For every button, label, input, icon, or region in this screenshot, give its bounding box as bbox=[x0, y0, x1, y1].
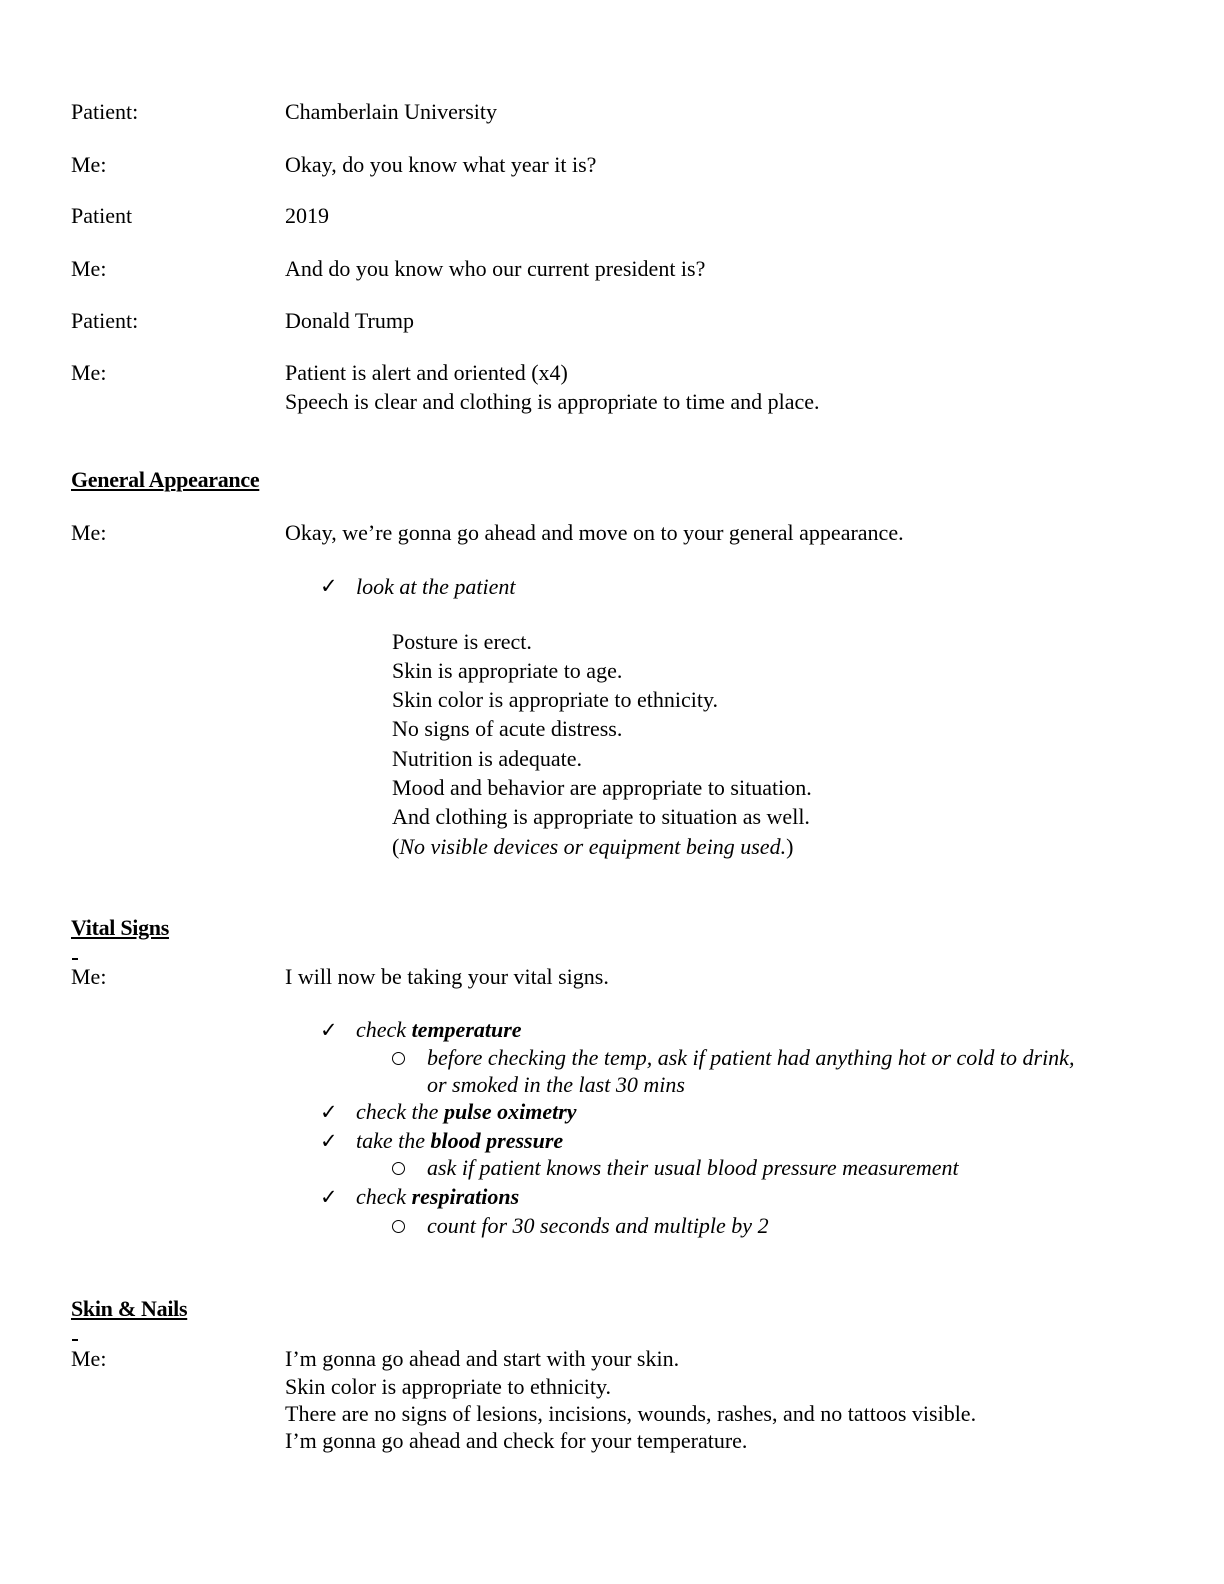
sub-item: ask if patient knows their usual blood pressure measurement bbox=[427, 1155, 959, 1180]
checkmark-icon: ✓ bbox=[320, 1100, 338, 1124]
dialogue-text: Patient is alert and oriented (x4) bbox=[285, 360, 568, 385]
check-item: check the pulse oximetry bbox=[356, 1099, 577, 1124]
speaker-label: Me: bbox=[71, 520, 107, 545]
dialogue-text: I will now be taking your vital signs. bbox=[285, 964, 609, 989]
speaker-label: Patient: bbox=[71, 308, 139, 333]
section-heading-vital-signs: Vital Signs bbox=[71, 915, 169, 940]
stray-mark bbox=[72, 958, 78, 960]
dialogue-text: I’m gonna go ahead and check for your temperature. bbox=[285, 1428, 748, 1453]
checkmark-icon: ✓ bbox=[320, 1018, 338, 1042]
section-heading-skin-nails: Skin & Nails bbox=[71, 1296, 188, 1321]
speaker-label: Me: bbox=[71, 1346, 107, 1371]
observation-line: Skin color is appropriate to ethnicity. bbox=[392, 687, 719, 712]
bullet-circle-icon bbox=[392, 1162, 405, 1175]
dialogue-text: Donald Trump bbox=[285, 308, 414, 333]
dialogue-text: Chamberlain University bbox=[285, 99, 498, 124]
dialogue-text: Okay, do you know what year it is? bbox=[285, 152, 597, 177]
speaker-label: Me: bbox=[71, 152, 107, 177]
dialogue-text: Speech is clear and clothing is appropriate to time and place. bbox=[285, 389, 820, 414]
sub-item-continued: or smoked in the last 30 mins bbox=[427, 1072, 685, 1097]
dialogue-text: 2019 bbox=[285, 203, 329, 228]
dialogue-text: Okay, we’re gonna go ahead and move on to your general appearance. bbox=[285, 520, 904, 545]
observation-line: And clothing is appropriate to situation as well. bbox=[392, 804, 810, 829]
dialogue-text: Skin color is appropriate to ethnicity. bbox=[285, 1374, 612, 1399]
note-paren-open: ( bbox=[392, 834, 400, 859]
observation-note bbox=[392, 832, 793, 861]
check-item: look at the patient bbox=[356, 574, 516, 599]
dialogue-text: There are no signs of lesions, incisions, wounds, rashes, and no tattoos visible. bbox=[285, 1401, 977, 1426]
checkmark-icon: ✓ bbox=[320, 1185, 338, 1209]
check-item: check respirations bbox=[356, 1184, 520, 1209]
sub-item: before checking the temp, ask if patient had anything hot or cold to drink, bbox=[427, 1045, 1075, 1070]
note-text: No visible devices or equipment being used. bbox=[399, 834, 787, 859]
stray-mark bbox=[72, 1339, 78, 1341]
dialogue-text: And do you know who our current president is? bbox=[285, 256, 706, 281]
observation-line: Mood and behavior are appropriate to situation. bbox=[392, 775, 812, 800]
dialogue-text: I’m gonna go ahead and start with your skin. bbox=[285, 1346, 680, 1371]
note-paren-close: ) bbox=[786, 834, 794, 859]
checkmark-icon: ✓ bbox=[320, 1129, 338, 1153]
check-item: check temperature bbox=[356, 1017, 522, 1042]
speaker-label: Patient bbox=[71, 203, 133, 228]
observation-line: Skin is appropriate to age. bbox=[392, 658, 623, 683]
speaker-label: Patient: bbox=[71, 99, 139, 124]
bullet-circle-icon bbox=[392, 1220, 405, 1233]
speaker-label: Me: bbox=[71, 256, 107, 281]
check-item: take the blood pressure bbox=[356, 1128, 564, 1153]
observation-line: Nutrition is adequate. bbox=[392, 746, 583, 771]
bullet-circle-icon bbox=[392, 1052, 405, 1065]
speaker-label: Me: bbox=[71, 964, 107, 989]
speaker-label: Me: bbox=[71, 360, 107, 385]
section-heading-general-appearance: General Appearance bbox=[71, 467, 260, 492]
observation-line: No signs of acute distress. bbox=[392, 716, 623, 741]
observation-line: Posture is erect. bbox=[392, 629, 532, 654]
checkmark-icon: ✓ bbox=[320, 574, 338, 598]
sub-item: count for 30 seconds and multiple by 2 bbox=[427, 1213, 769, 1238]
